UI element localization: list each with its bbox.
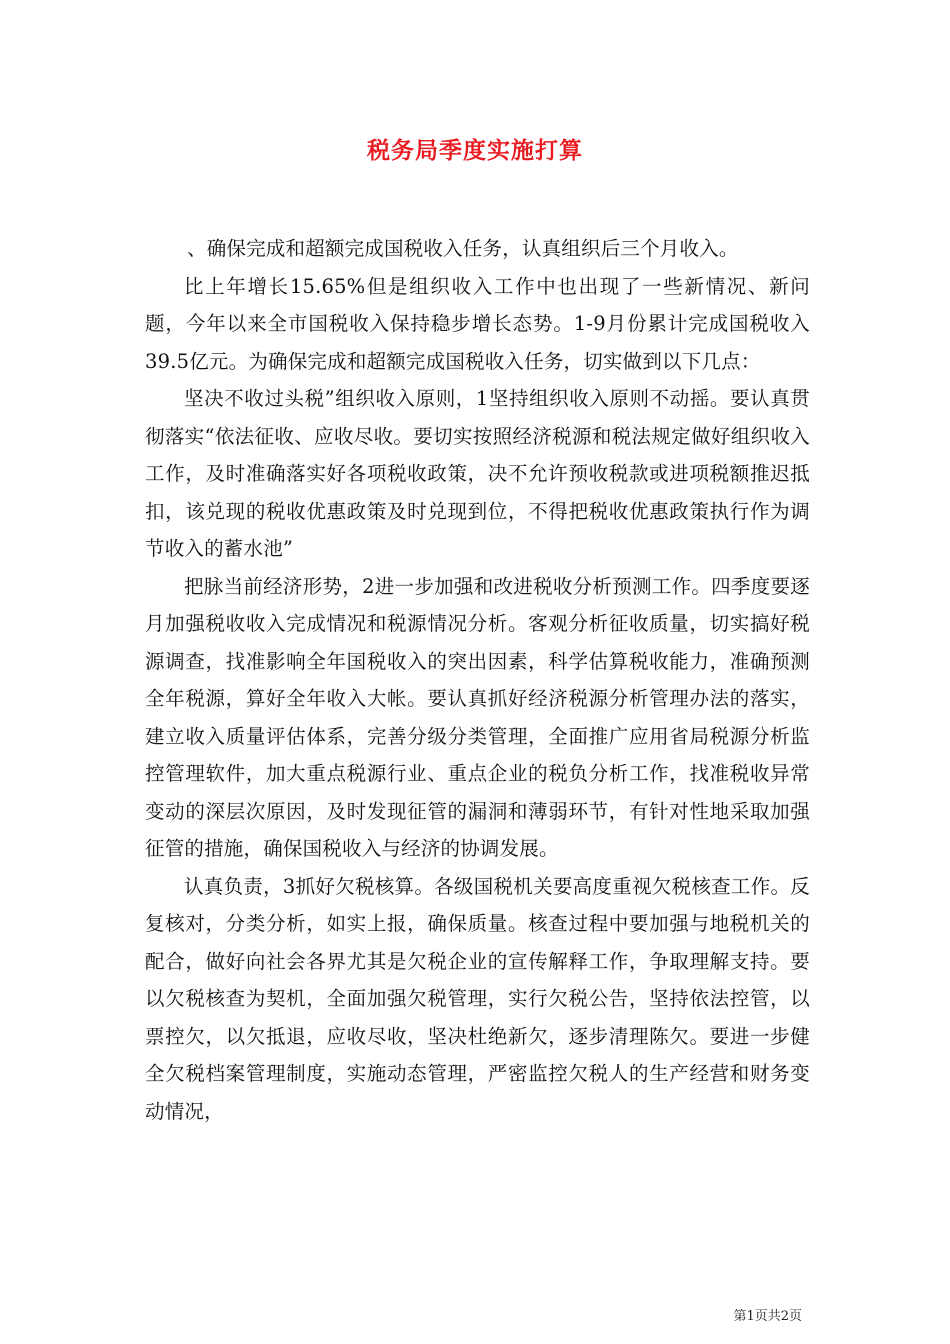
page-number-footer: 第1页共2页 bbox=[733, 1309, 802, 1324]
paragraph-3: 坚决不收过头税”组织收入原则，1坚持组织收入原则不动摇。要认真贯彻落实“依法征收、应收尽收。要切实按照经济税源和税法规定做好组织收入工作，及时准确落实好各项税收政策，决不允许预收税款或进项税额推迟抵扣，该兑现的税收优惠政策及时兑现到位，不得把税收优惠政策执行作为调节收入的蓄水池” bbox=[145, 387, 810, 560]
paragraph-4: 把脉当前经济形势，2进一步加强和改进税收分析预测工作。四季度要逐月加强税收收入完成情况和税源情况分析。客观分析征收质量，切实搞好税源调查，找准影响全年国税收入的突出因素，科学估算税收能力，准确预测全年税源，算好全年收入大帐。要认真抓好经济税源分析管理办法的落实，建立收入质量评估体系，完善分级分类管理，全面推广应用省局税源分析监控管理软件，加大重点税源行业、重点企业的税负分析工作，找准税收异常变动的深层次原因，及时发现征管的漏洞和薄弱环节，有针对性地采取加强征管的措施，确保国税收入与经济的协调发展。 bbox=[145, 574, 810, 860]
paragraph-1: 、确保完成和超额完成国税收入任务，认真组织后三个月收入。 bbox=[187, 237, 739, 260]
paragraph-5: 认真负责，3抓好欠税核算。各级国税机关要高度重视欠税核查工作。反复核对，分类分析，如实上报，确保质量。核查过程中要加强与地税机关的配合，做好向社会各界尤其是欠税企业的宣传解释工作，争取理解支持。要以欠税核查为契机，全面加强欠税管理，实行欠税公告，坚持依法控管，以票控欠，以欠抵退，应收尽收，坚决杜绝新欠，逐步清理陈欠。要进一步健全欠税档案管理制度，实施动态管理，严密监控欠税人的生产经营和财务变动情况， bbox=[145, 874, 810, 1123]
document-body bbox=[145, 230, 810, 1130]
document-title: 税务局季度实施打算 bbox=[367, 137, 583, 164]
paragraph-2: 比上年增长15.65%但是组织收入工作中也出现了一些新情况、新问题，今年以来全市国税收入保持稳步增长态势。1-9月份累计完成国税收入39.5亿元。为确保完成和超额完成国税收入任务，切实做到以下几点： bbox=[145, 274, 810, 373]
